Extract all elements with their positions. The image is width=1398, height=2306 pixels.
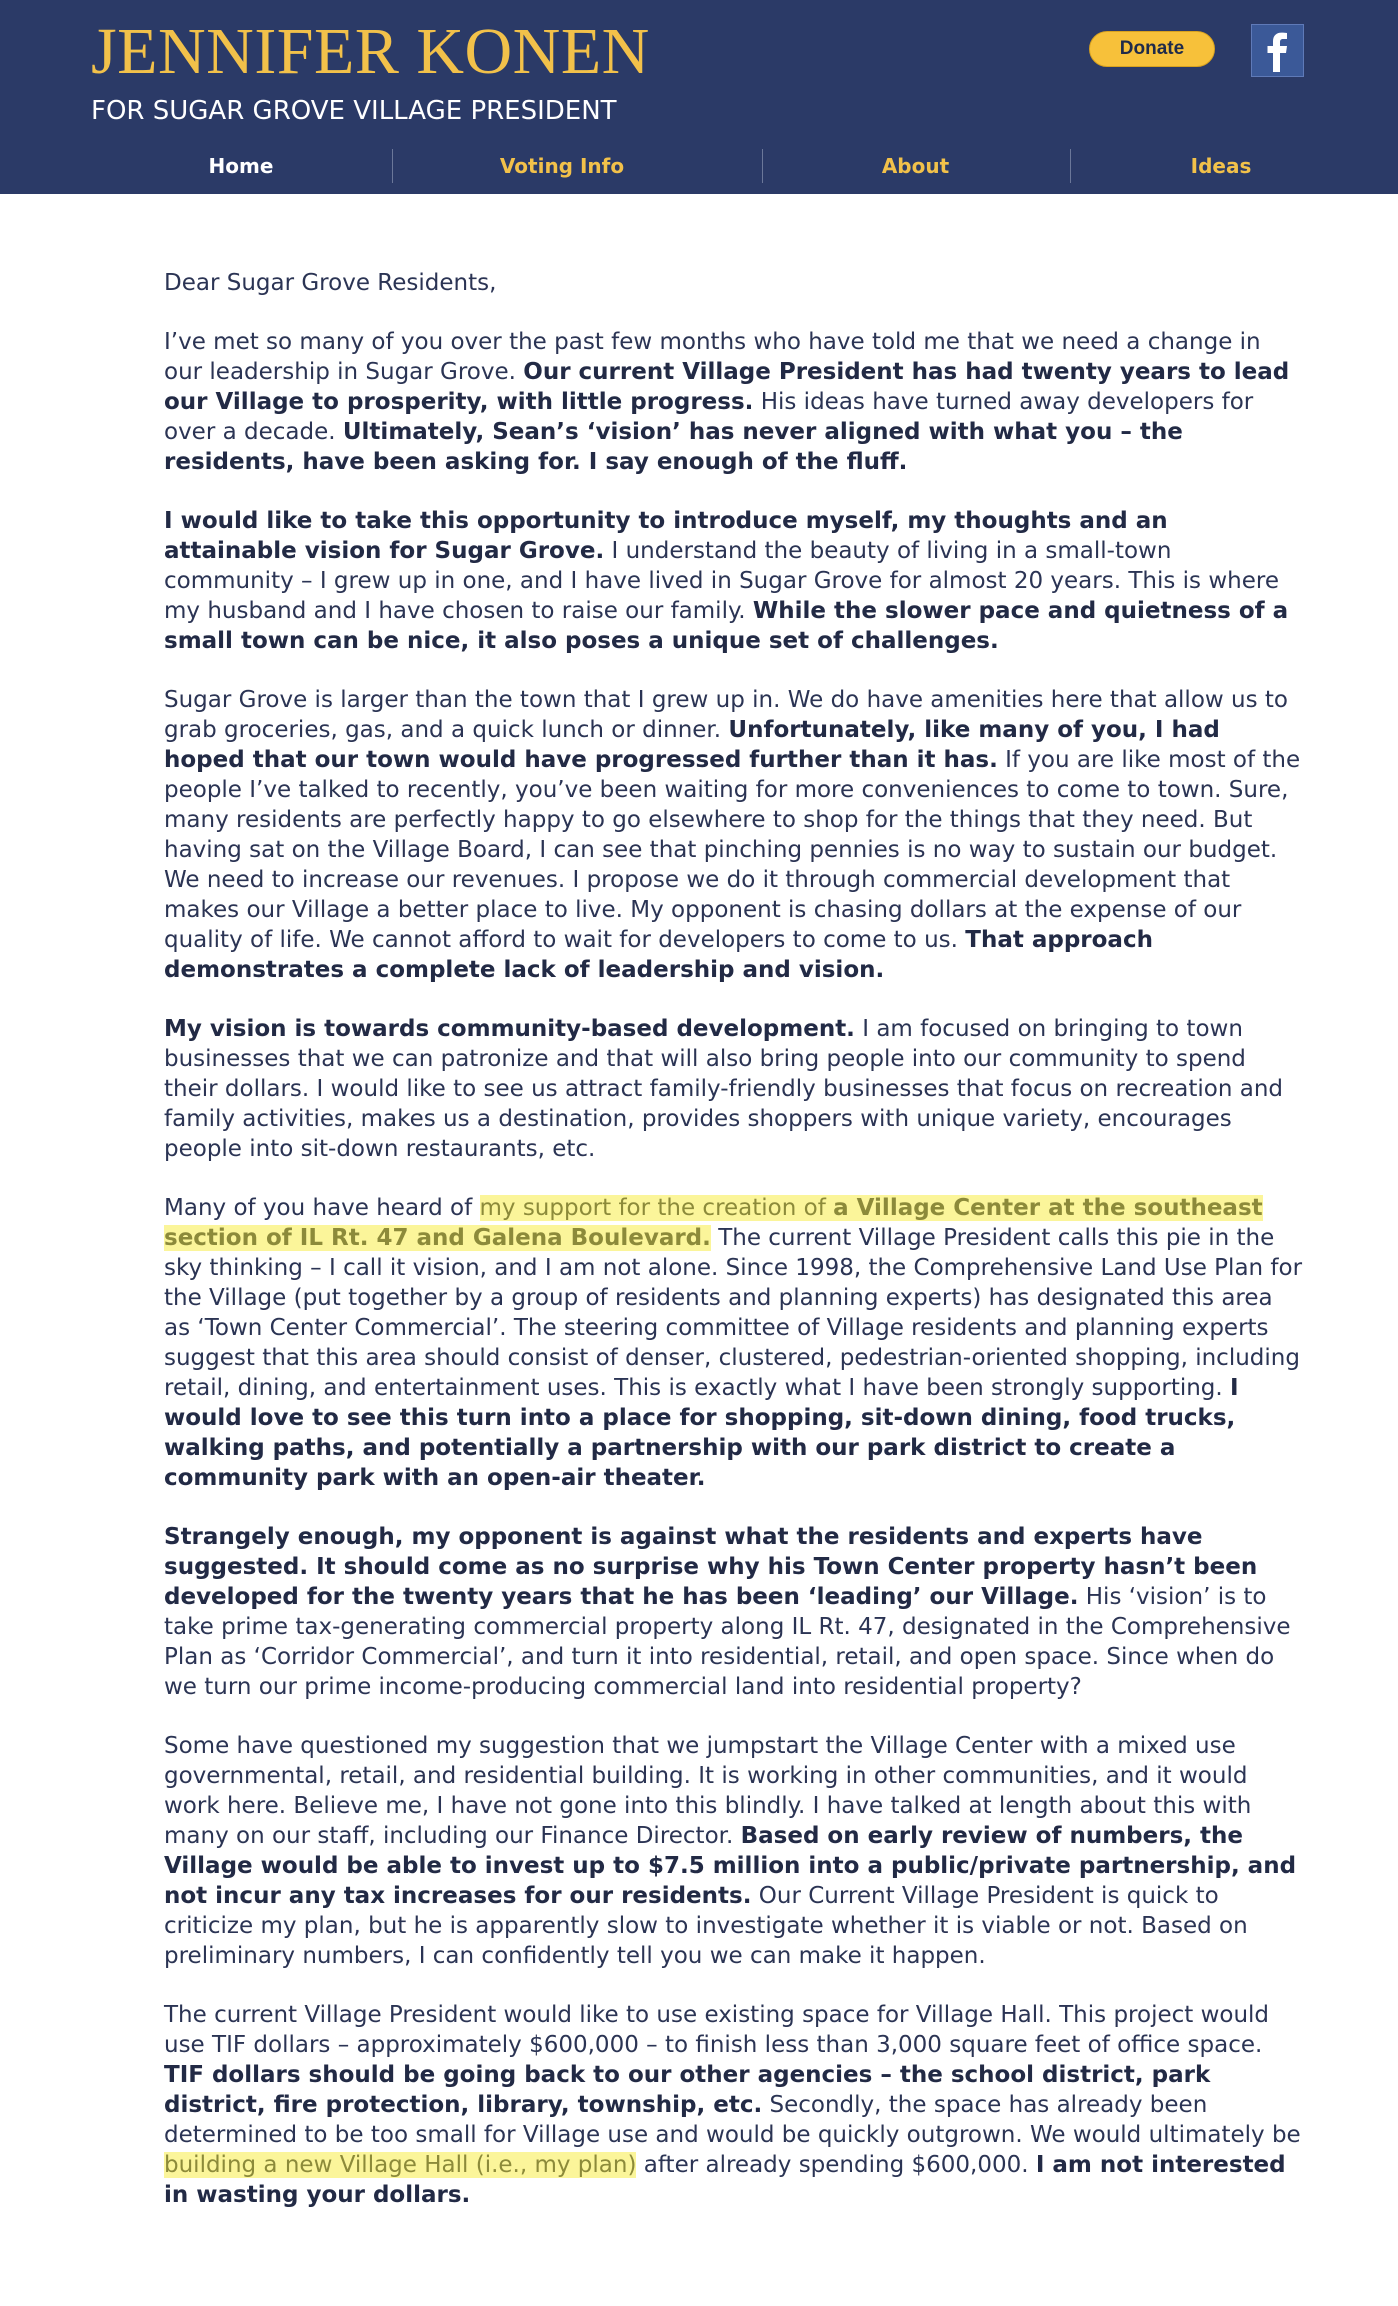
letter-paragraph-8: The current Village President would like to use existing space for Village Hall. This project would use TIF dollars – approximately $600,000 – to finish less than 3,000 square feet of office space. TIF dollars should be going back to our other agencies – the school district, park district, fire protection, library, township, etc. Secondly, the space has already been determined to be too small for Village use and would be quickly outgrown. We would ultimately be building a new Village Hall (i.e., my plan) after already spending $600,000. I am not interested in wasting your dollars. bbox=[164, 2002, 1301, 2208]
letter-paragraph-1: I’ve met so many of you over the past few months who have told me that we need a change in our leadership in Sugar Grove. Our current Village President has had twenty years to lead our Village to prosperity, with little progress. His ideas have turned away developers for over a decade. Ultimately, Sean’s ‘vision’ has never aligned with what you – the residents, have been asking for. I say enough of the fluff. bbox=[164, 329, 1290, 475]
letter-paragraph-4: My vision is towards community-based development. I am focused on bringing to town businesses that we can patronize and that will also bring people into our community to spend their dollars. I would like to see us attract family-friendly businesses that focus on recreation and family activities, makes us a destination, provides shoppers with unique variety, encourages people into sit-down restaurants, etc. bbox=[164, 1016, 1284, 1162]
nav-item-about[interactable]: About bbox=[881, 154, 950, 178]
nav-item-voting-info[interactable]: Voting Info bbox=[499, 154, 625, 178]
nav-item-home[interactable]: Home bbox=[208, 154, 274, 178]
site-title[interactable]: JENNIFER KONEN bbox=[91, 15, 650, 88]
donate-button[interactable]: Donate bbox=[1089, 31, 1215, 67]
letter-greeting: Dear Sugar Grove Residents, bbox=[164, 270, 497, 296]
site-header bbox=[0, 0, 1398, 194]
highlighted-text: my support for the creation of a Village Center at the southeast section of IL Rt. 47 and Galena Boulevard. bbox=[164, 1195, 1263, 1251]
letter-paragraph-5: Many of you have heard of my support for the creation of a Village Center at the southeast section of IL Rt. 47 and Galena Boulevard. The current Village President calls this pie in the sky thinking – I call it vision, and I am not alone. Since 1998, the Comprehensive Land Use Plan for the Village (put together by a group of residents and planning experts) has designated this area as ‘Town Center Commercial’. The steering committee of Village residents and planning experts suggest that this area should consist of denser, clustered, pedestrian-oriented shopping, including retail, dining, and entertainment uses. This is exactly what I have been strongly supporting. I would love to see this turn into a place for shopping, sit-down dining, food trucks, walking paths, and potentially a partnership with our park district to create a community park with an open-air theater. bbox=[164, 1195, 1303, 1491]
facebook-icon[interactable] bbox=[1251, 24, 1304, 77]
highlighted-text: building a new Village Hall (i.e., my plan) bbox=[164, 2152, 637, 2178]
letter-paragraph-3: Sugar Grove is larger than the town that I grew up in. We do have amenities here that allow us to grab groceries, gas, and a quick lunch or dinner. Unfortunately, like many of you, I had hoped that our town would have progressed further than it has. If you are like most of the people I’ve talked to recently, you’ve been waiting for more conveniences to come to town. Sure, many residents are perfectly happy to go elsewhere to shop for the things that they need. But having sat on the Village Board, I can see that pinching pennies is no way to sustain our budget. We need to increase our revenues. I propose we do it through commercial development that makes our Village a better place to live. My opponent is chasing dollars at the expense of our quality of life. We cannot afford to wait for developers to come to us. That approach demonstrates a complete lack of leadership and vision. bbox=[164, 687, 1301, 983]
main-nav bbox=[0, 146, 1398, 186]
letter-paragraph-7: Some have questioned my suggestion that we jumpstart the Village Center with a mixed use governmental, retail, and residential building. It is working in other communities, and it would work here. Believe me, I have not gone into this blindly. I have talked at length about this with many on our staff, including our Finance Director. Based on early review of numbers, the Village would be able to invest up to $7.5 million into a public/private partnership, and not incur any tax increases for our residents. Our Current Village President is quick to criticize my plan, but he is apparently slow to investigate whether it is viable or not. Based on preliminary numbers, I can confidently tell you we can make it happen. bbox=[164, 1733, 1297, 1969]
letter-paragraph-6: Strangely enough, my opponent is against what the residents and experts have suggested. It should come as no surprise why his Town Center property hasn’t been developed for the twenty years that he has been ‘leading’ our Village. His ‘vision’ is to take prime tax-generating commercial property along IL Rt. 47, designated in the Comprehensive Plan as ‘Corridor Commercial’, and turn it into residential, retail, and open space. Since when do we turn our prime income-producing commercial land into residential property? bbox=[164, 1524, 1291, 1700]
letter-body bbox=[164, 268, 1304, 2239]
site-subtitle: FOR SUGAR GROVE VILLAGE PRESIDENT bbox=[91, 96, 617, 126]
letter-paragraph-2: I would like to take this opportunity to introduce myself, my thoughts and an attainable vision for Sugar Grove. I understand the beauty of living in a small-town community – I grew up in one, and I have lived in Sugar Grove for almost 20 years. This is where my husband and I have chosen to raise our family. While the slower pace and quietness of a small town can be nice, it also poses a unique set of challenges. bbox=[164, 508, 1289, 654]
nav-item-ideas[interactable]: Ideas bbox=[1190, 154, 1252, 178]
